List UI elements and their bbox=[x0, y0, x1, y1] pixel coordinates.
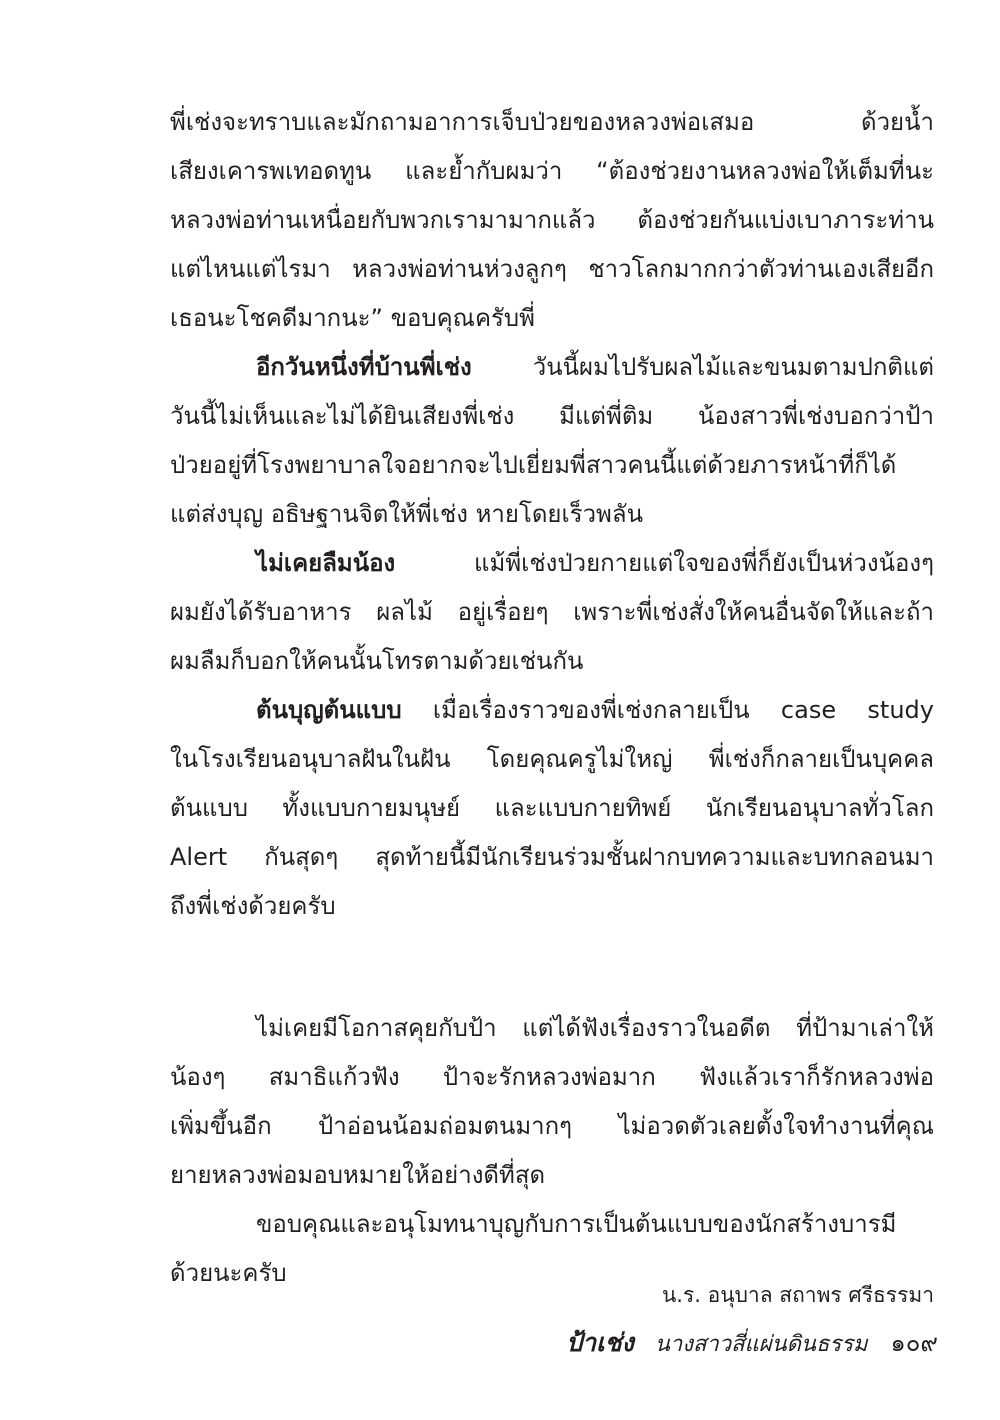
author-signature: น.ร. อนุบาล สถาพร ศรีธรรมา bbox=[661, 1283, 934, 1307]
section-heading: ไม่เคยลืมน้อง bbox=[256, 549, 396, 577]
paragraph-gap bbox=[170, 931, 934, 1004]
text-line: ถึงพี่เช่งด้วยครับ bbox=[170, 892, 336, 920]
text-line: ผมลืมก็บอกให้คนนั้นโทรตามด้วยเช่นกัน bbox=[170, 647, 584, 675]
page-number: ๑๐๙ bbox=[890, 1329, 938, 1357]
text-line: วันนี้ไม่เห็นและไม่ได้ยินเสียงพี่เช่ง มีแต่พี่ติม น้องสาวพี่เช่งบอกว่าป้า bbox=[170, 402, 934, 430]
text-span: แม้พี่เช่งป่วยกายแต่ใจของพี่ก็ยังเป็นห่วงน้องๆ bbox=[474, 549, 934, 577]
text-line: เสียงเคารพเทอดทูน และย้ำกับผมว่า “ต้องช่วยงานหลวงพ่อให้เต็มที่นะ bbox=[170, 157, 934, 185]
text-span: เมื่อเรื่องราวของพี่เช่งกลายเป็น case study bbox=[432, 696, 934, 724]
text-line: พี่เช่งจะทราบและมักถามอาการเจ็บป่วยของหลวงพ่อเสมอ ด้วยน้ำ bbox=[170, 108, 934, 136]
text-line: ขอบคุณและอนุโมทนาบุญกับการเป็นต้นแบบของนักสร้างบารมี bbox=[256, 1210, 897, 1238]
section-heading: อีกวันหนึ่งที่บ้านพี่เช่ง bbox=[256, 353, 472, 381]
text-line: เธอนะโชคดีมากนะ” ขอบคุณครับพี่ bbox=[170, 304, 535, 332]
text-line: แต่ไหนแต่ไรมา หลวงพ่อท่านห่วงลูกๆ ชาวโลกมากกว่าตัวท่านเองเสียอีก bbox=[170, 255, 934, 283]
text-line bbox=[170, 343, 934, 392]
text-line: แต่ส่งบุญ อธิษฐานจิตให้พี่เช่ง หายโดยเร็วพลัน bbox=[170, 500, 643, 528]
text-line bbox=[170, 539, 934, 588]
book-title: ป้าเช่ง bbox=[566, 1328, 634, 1357]
paragraph-5 bbox=[170, 1004, 934, 1200]
paragraph-1 bbox=[170, 98, 934, 343]
paragraph-4 bbox=[170, 686, 934, 931]
text-line: ยายหลวงพ่อมอบหมายให้อย่างดีที่สุด bbox=[170, 1161, 546, 1189]
book-subtitle: นางสาวสี่แผ่นดินธรรม bbox=[654, 1332, 868, 1357]
text-line: ต้นแบบ ทั้งแบบกายมนุษย์ และแบบกายทิพย์ นักเรียนอนุบาลทั่วโลก bbox=[170, 794, 934, 822]
text-line: ผมยังได้รับอาหาร ผลไม้ อยู่เรื่อยๆ เพราะพี่เช่งสั่งให้คนอื่นจัดให้และถ้า bbox=[170, 598, 934, 626]
text-span: วันนี้ผมไปรับผลไม้และขนมตามปกติแต่ bbox=[532, 353, 934, 381]
text-line: ในโรงเรียนอนุบาลฝันในฝัน โดยคุณครูไม่ใหญ่ พี่เช่งก็กลายเป็นบุคคล bbox=[170, 745, 934, 773]
body-text bbox=[170, 98, 934, 1298]
paragraph-3 bbox=[170, 539, 934, 686]
text-line bbox=[170, 686, 934, 735]
text-line: เพิ่มขึ้นอีก ป้าอ่อนน้อมถ่อมตนมากๆ ไม่อวดตัวเลยตั้งใจทำงานที่คุณ bbox=[170, 1112, 934, 1140]
text-line: ด้วยนะครับ bbox=[170, 1259, 287, 1287]
text-line: ป่วยอยู่ที่โรงพยาบาลใจอยากจะไปเยี่ยมพี่สาวคนนี้แต่ด้วยภารหน้าที่ก็ได้ bbox=[170, 451, 897, 479]
paragraph-2 bbox=[170, 343, 934, 539]
text-line: น้องๆ สมาธิแก้วฟัง ป้าจะรักหลวงพ่อมาก ฟังแล้วเราก็รักหลวงพ่อ bbox=[170, 1063, 934, 1091]
text-line: หลวงพ่อท่านเหนื่อยกับพวกเรามามากแล้ว ต้องช่วยกันแบ่งเบาภาระท่าน bbox=[170, 206, 934, 234]
page-footer bbox=[566, 1325, 938, 1363]
text-line: Alert กันสุดๆ สุดท้ายนี้มีนักเรียนร่วมชั้นฝากบทความและบทกลอนมา bbox=[170, 843, 934, 871]
section-heading: ต้นบุญต้นแบบ bbox=[256, 696, 402, 724]
text-line: ไม่เคยมีโอกาสคุยกับป้า แต่ได้ฟังเรื่องราวในอดีต ที่ป้ามาเล่าให้ bbox=[256, 1014, 934, 1042]
